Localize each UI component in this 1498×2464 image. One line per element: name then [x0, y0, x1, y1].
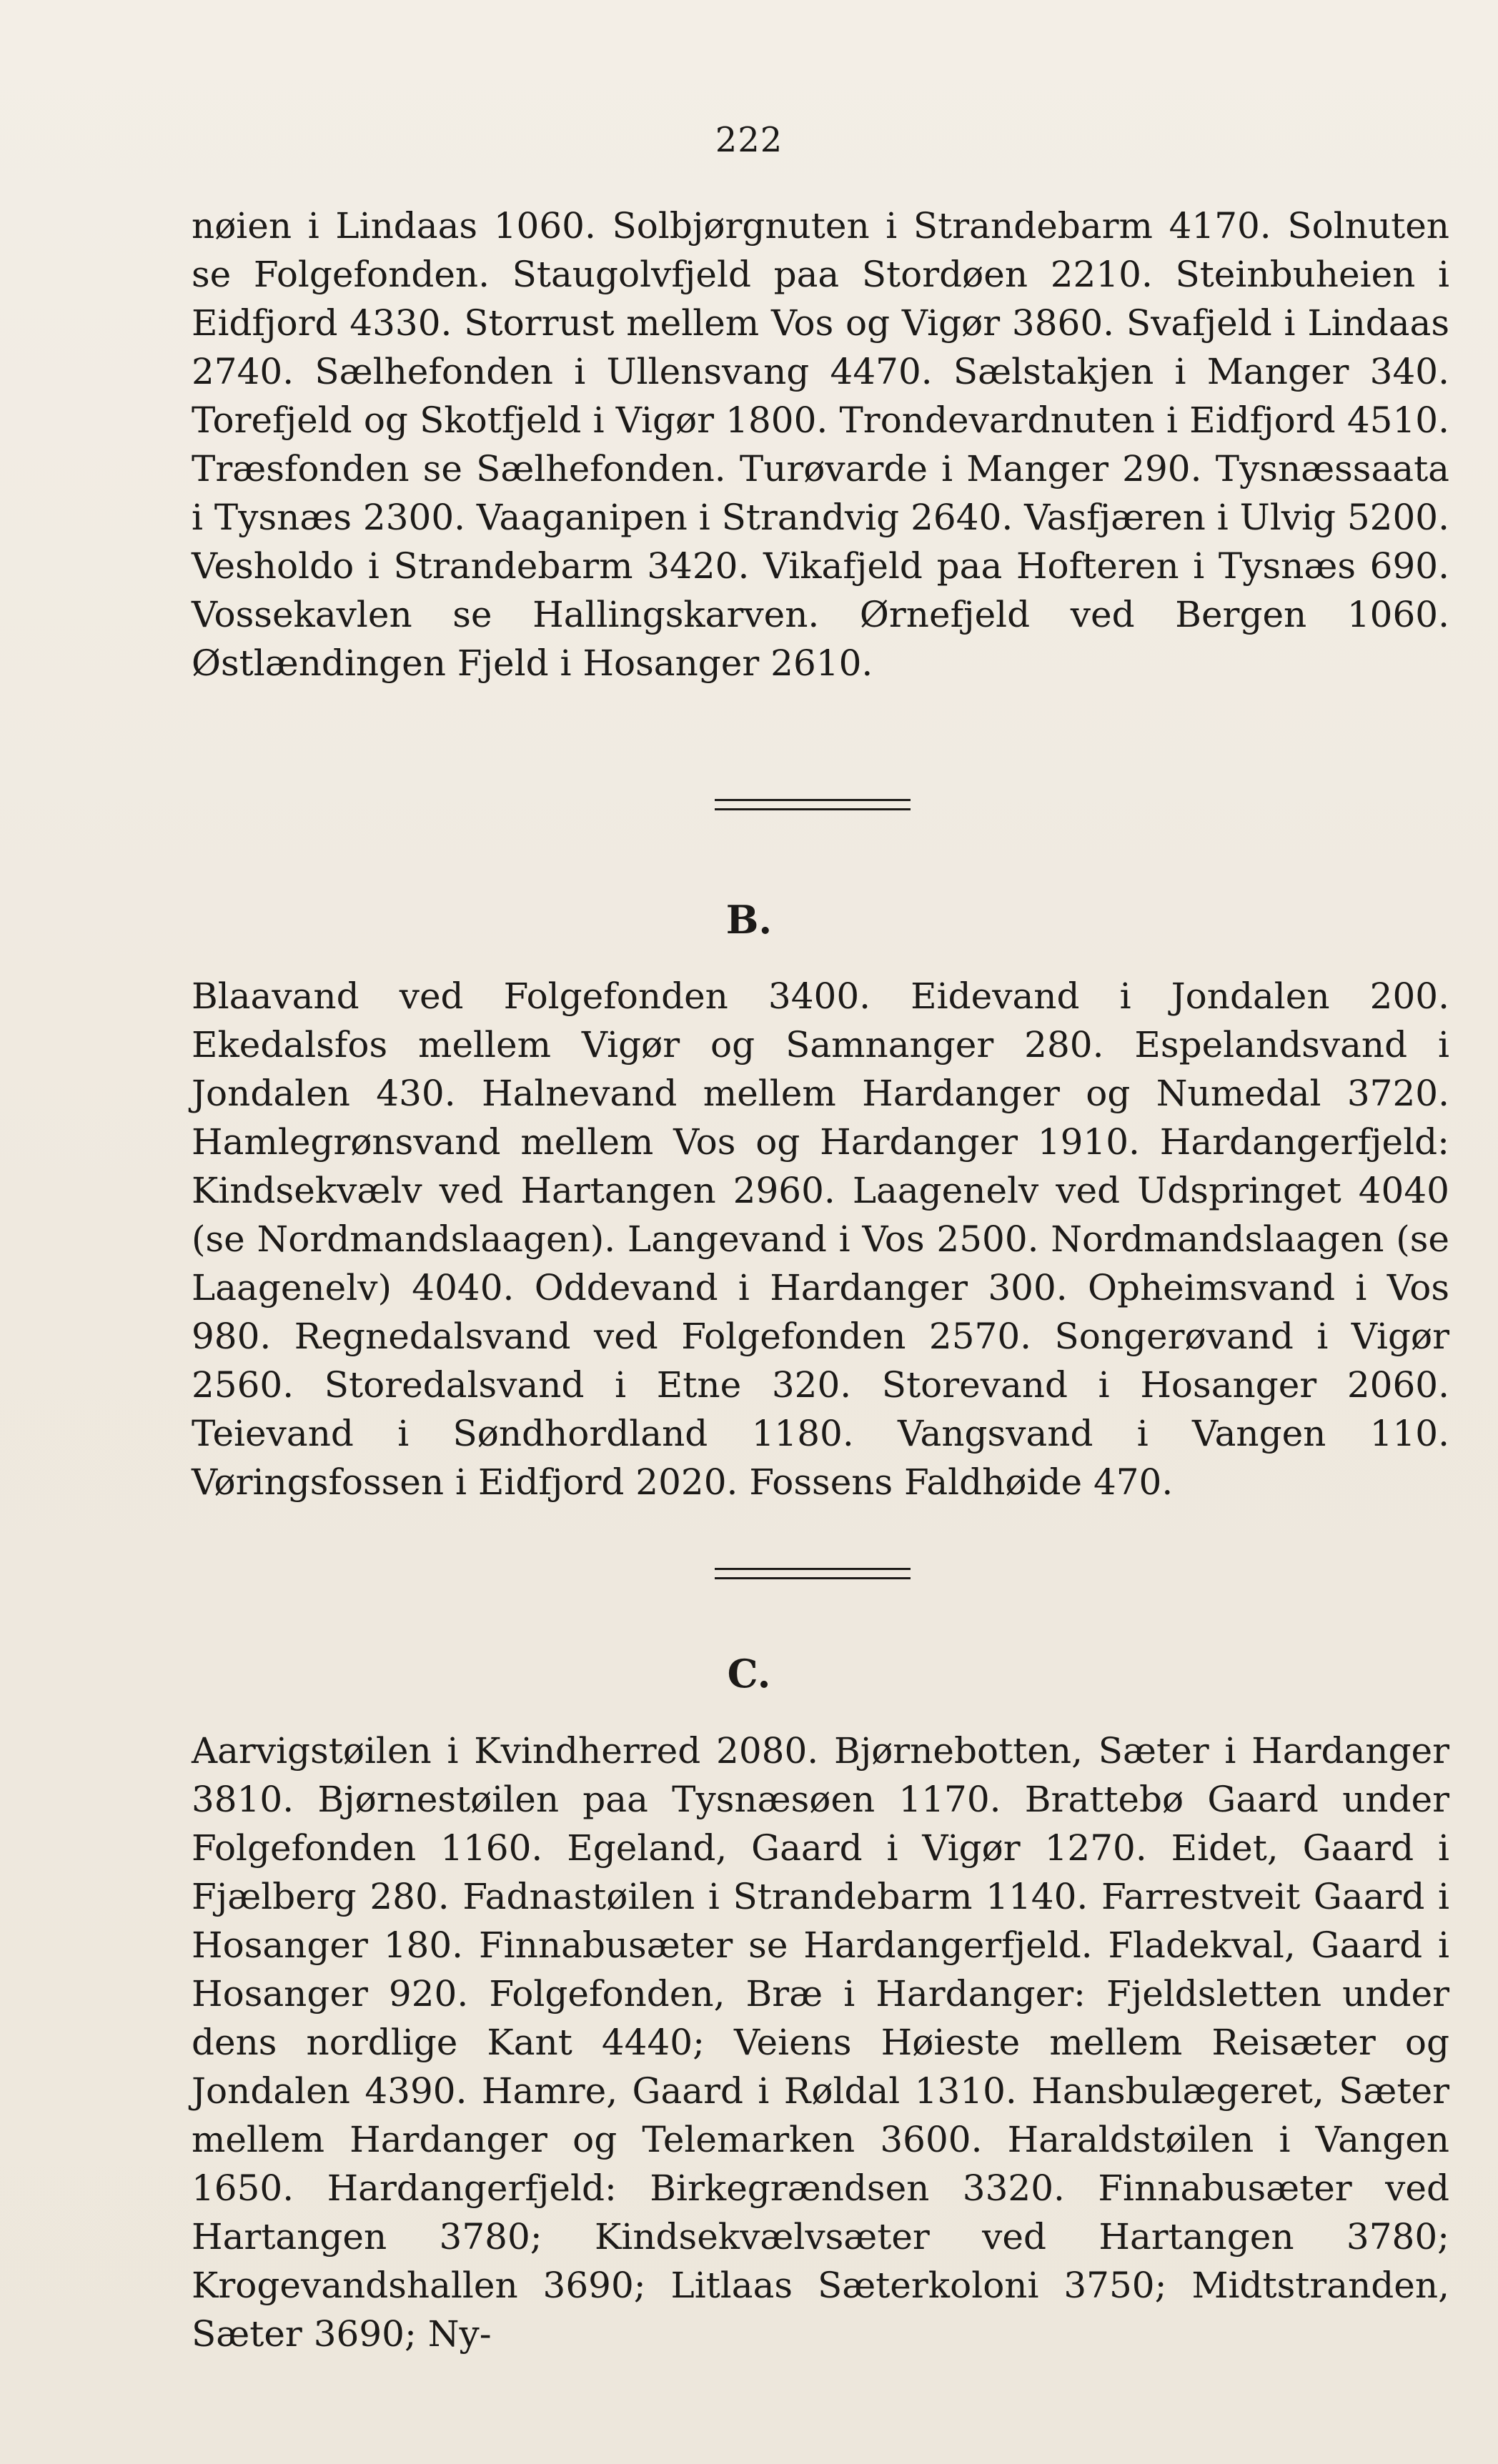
section-c-heading: C.: [727, 1651, 771, 1697]
section-a-text: nøien i Lindaas 1060. Solbjørgnuten i Strandebarm 4170. Solnuten se Folgefonden. Staugolvfjeld paa Stordøen 2210. Steinbuheien i Eidfjord 4330. Storrust mellem Vos og Vigør 3860. Svafjeld i Lindaas 2740. Sælhefonden i Ullensvang 4470. Sælstakjen i Manger 340. Torefjeld og Skotfjeld i Vigør 1800. Trondevardnuten i Eidfjord 4510. Træsfonden se Sælhefonden. Turøvarde i Manger 290. Tysnæssaata i Tysnæs 2300. Vaaganipen i Strandvig 2640. Vasfjæren i Ulvig 5200. Vesholdo i Strandebarm 3420. Vikafjeld paa Hofteren i Tysnæs 690. Vossekavlen se Hallingskarven. Ørnefjeld ved Bergen 1060. Østlændingen Fjeld i Hosanger 2610.: [192, 205, 1449, 684]
section-c-text: Aarvigstøilen i Kvindherred 2080. Bjørnebotten, Sæter i Hardanger 3810. Bjørnestøilen paa Tysnæsøen 1170. Brattebø Gaard under Folgefonden 1160. Egeland, Gaard i Vigør 1270. Eidet, Gaard i Fjælberg 280. Fadnastøilen i Strandebarm 1140. Farrestveit Gaard i Hosanger 180. Finnabusæter se Hardangerfjeld. Fladekval, Gaard i Hosanger 920. Folgefonden, Bræ i Hardanger: Fjeldsletten under dens nordlige Kant 4440; Veiens Høieste mellem Reisæter og Jondalen 4390. Hamre, Gaard i Røldal 1310. Hansbulægeret, Sæter mellem Hardanger og Telemarken 3600. Haraldstøilen i Vangen 1650. Hardangerfjeld: Birkegrændsen 3320. Finnabusæter ved Hartangen 3780; Kindsekvælvsæter ved Hartangen 3780; Krogevandshallen 3690; Litlaas Sæterkoloni 3750; Midtstranden, Sæter 3690; Ny-: [192, 1730, 1449, 2355]
section-b-heading: B.: [725, 897, 773, 943]
section-a-continuation: [192, 202, 1449, 687]
section-c: [192, 1727, 1449, 2358]
page-number: 222: [715, 120, 783, 160]
section-b: [192, 972, 1449, 1506]
double-rule-divider: [715, 1568, 911, 1579]
double-rule-divider: [715, 799, 911, 810]
section-b-text: Blaavand ved Folgefonden 3400. Eidevand i Jondalen 200. Ekedalsfos mellem Vigør og Samnanger 280. Espelandsvand i Jondalen 430. Halnevand mellem Hardanger og Numedal 3720. Hamlegrønsvand mellem Vos og Hardanger 1910. Hardangerfjeld: Kindsekvælv ved Hartangen 2960. Laagenelv ved Udspringet 4040 (se Nordmandslaagen). Langevand i Vos 2500. Nordmandslaagen (se Laagenelv) 4040. Oddevand i Hardanger 300. Opheimsvand i Vos 980. Regnedalsvand ved Folgefonden 2570. Songerøvand i Vigør 2560. Storedalsvand i Etne 320. Storevand i Hosanger 2060. Teievand i Søndhordland 1180. Vangsvand i Vangen 110. Vøringsfossen i Eidfjord 2020. Fossens Faldhøide 470.: [192, 975, 1449, 1503]
